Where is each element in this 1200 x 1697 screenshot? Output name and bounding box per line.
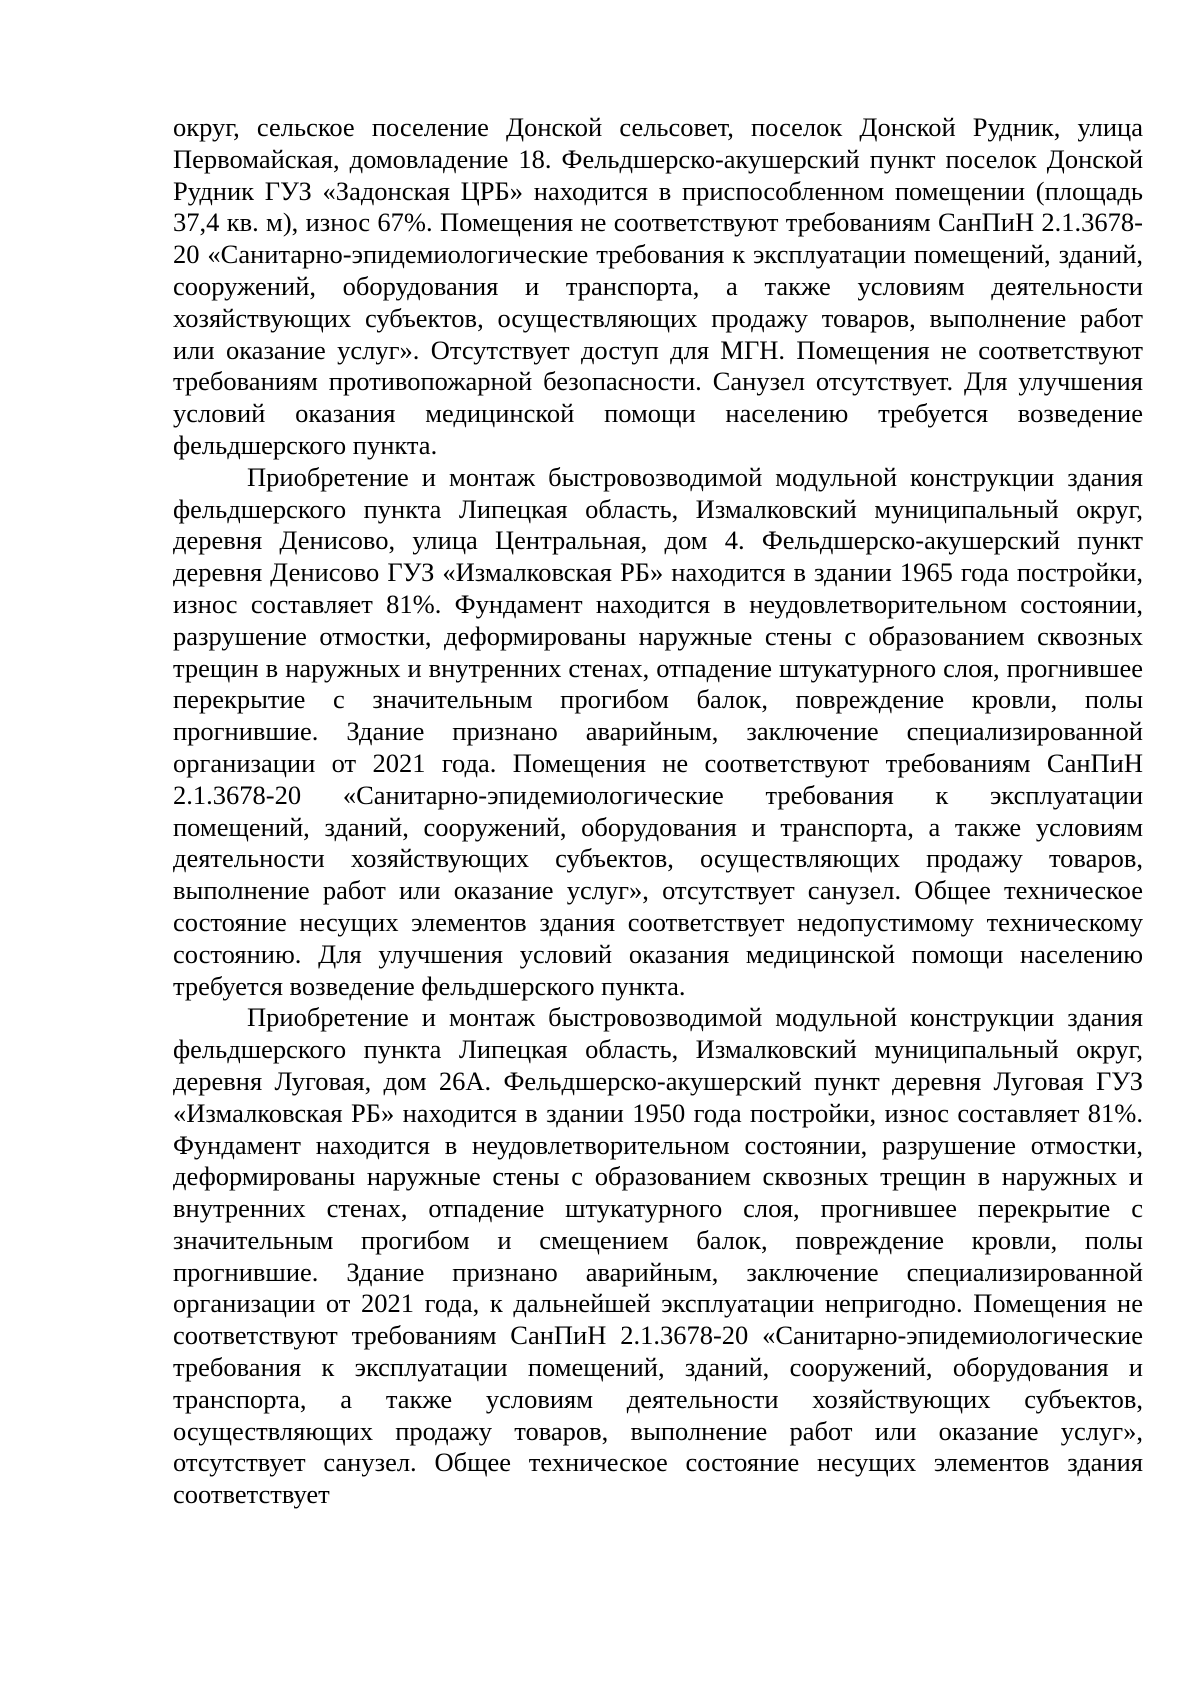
paragraph-denisovo: Приобретение и монтаж быстровозводимой модульной конструкции здания фельдшерского пункта Липецкая область, Измалковский муниципальный округ, деревня Денисово, улица Центральная, дом 4. Фельдшерско-акушерский пункт деревня Денисово ГУЗ «Измалковская РБ» находится в здании 1965 года постройки, износ составляет 81%. Фундамент находится в неудовлетворительном состоянии, разрушение отмостки, деформированы наружные стены с образованием сквозных трещин в наружных и внутренних стенах, отпадение штукатурного слоя, прогнившее перекрытие с значительным прогибом балок, повреждение кровли, полы прогнившие. Здание признано аварийным, заключение специализированной организации от 2021 года. Помещения не соответствуют требованиям СанПиН 2.1.3678-20 «Санитарно-эпидемиологические требования к эксплуатации помещений, зданий, сооружений, оборудования и транспорта, а также условиям деятельности хозяйствующих субъектов, осуществляющих продажу товаров, выполнение работ или оказание услуг», отсутствует санузел. Общее техническое состояние несущих элементов здания соответствует недопустимому техническому состоянию. Для улучшения условий оказания медицинской помощи населению требуется возведение фельдшерского пункта. (173, 461, 1143, 1001)
paragraph-donskoy-rudnik: округ, сельское поселение Донской сельсовет, поселок Донской Рудник, улица Первомайская, домовладение 18. Фельдшерско-акушерский пункт поселок Донской Рудник ГУЗ «Задонская ЦРБ» находится в приспособленном помещении (площадь 37,4 кв. м), износ 67%. Помещения не соответствуют требованиям СанПиН 2.1.3678-20 «Санитарно-эпидемиологические требования к эксплуатации помещений, зданий, сооружений, оборудования и транспорта, а также условиям деятельности хозяйствующих субъектов, осуществляющих продажу товаров, выполнение работ или оказание услуг». Отсутствует доступ для МГН. Помещения не соответствуют требованиям противопожарной безопасности. Санузел отсутствует. Для улучшения условий оказания медицинской помощи населению требуется возведение фельдшерского пункта. (173, 112, 1143, 460)
document-page (173, 112, 1143, 1511)
paragraph-lugovaya: Приобретение и монтаж быстровозводимой модульной конструкции здания фельдшерского пункта Липецкая область, Измалковский муниципальный округ, деревня Луговая, дом 26А. Фельдшерско-акушерский пункт деревня Луговая ГУЗ «Измалковская РБ» находится в здании 1950 года постройки, износ составляет 81%. Фундамент находится в неудовлетворительном состоянии, разрушение отмостки, деформированы наружные стены с образованием сквозных трещин в наружных и внутренних стенах, отпадение штукатурного слоя, прогнившее перекрытие с значительным прогибом и смещением балок, повреждение кровли, полы прогнившие. Здание признано аварийным, заключение специализированной организации от 2021 года, к дальнейшей эксплуатации непригодно. Помещения не соответствуют требованиям СанПиН 2.1.3678-20 «Санитарно-эпидемиологические требования к эксплуатации помещений, зданий, сооружений, оборудования и транспорта, а также условиям деятельности хозяйствующих субъектов, осуществляющих продажу товаров, выполнение работ или оказание услуг», отсутствует санузел. Общее техническое состояние несущих элементов здания соответствует (173, 1002, 1143, 1510)
